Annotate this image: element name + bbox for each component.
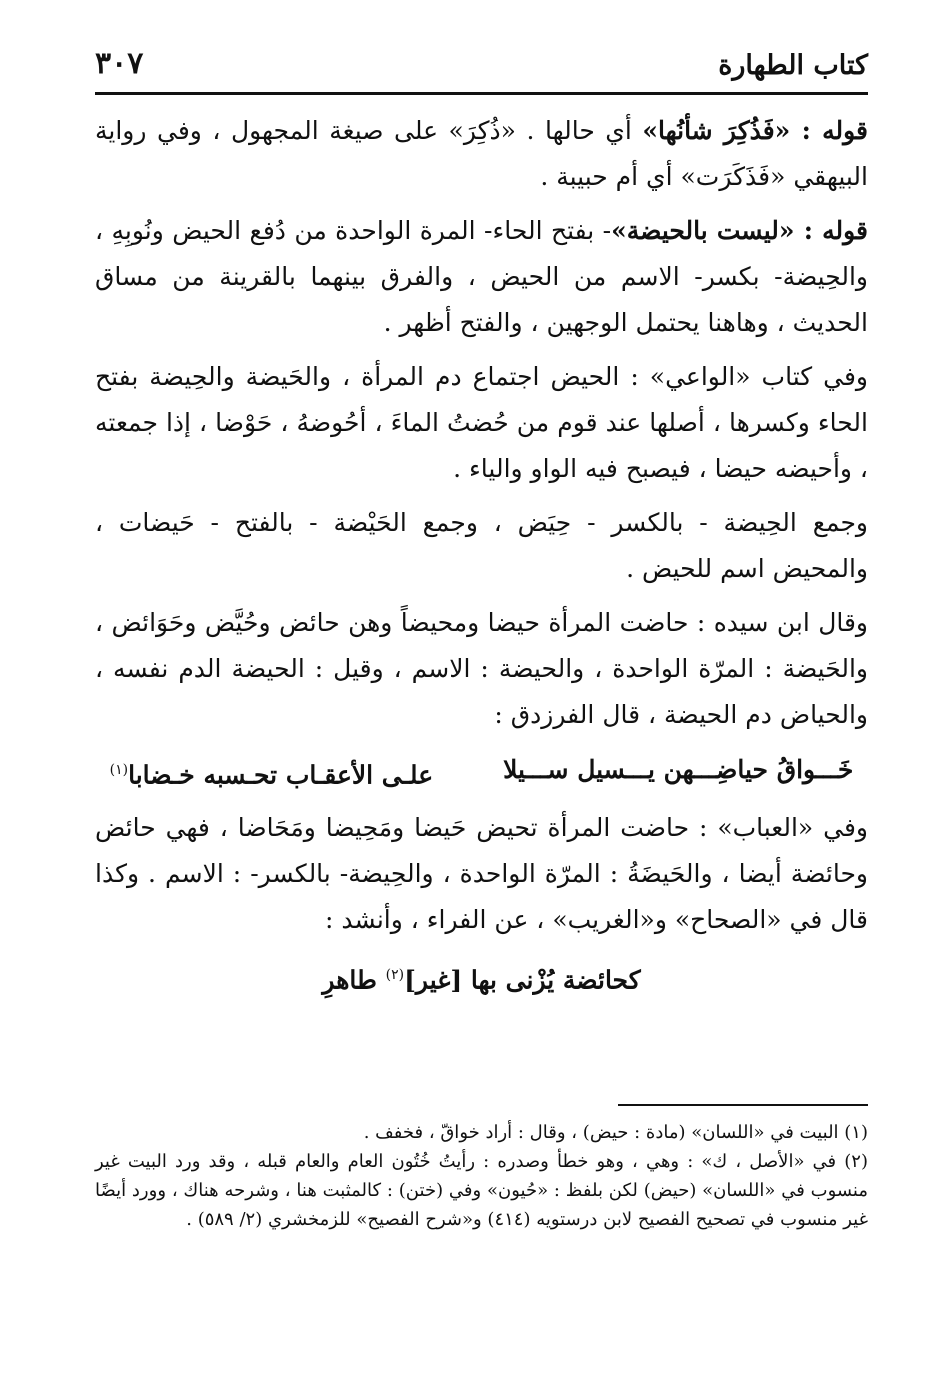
paragraph-1-text: أي حالها . «ذُكِرَ» على صيغة المجهول ، وفي رواية البيهقي «فَذَكَرَت» أي أم حبيبة . bbox=[95, 116, 868, 191]
lemma-2: قوله : «ليست بالحيضة» bbox=[611, 216, 868, 245]
verse-1-first-hemistich: خَـــواقُ حياضِـــهن يـــسيل ســـيلا bbox=[503, 755, 854, 784]
paragraph-1 bbox=[95, 108, 868, 200]
footnote-divider bbox=[618, 1104, 868, 1106]
paragraph-4: وجمع الحِيضة - بالكسر - حِيَض ، وجمع الحَيْضة - بالفتح - حَيضات ، والمحيض اسم للحيض . bbox=[95, 508, 868, 583]
verse-1 bbox=[95, 746, 868, 799]
paragraph-6: وفي «العباب» : حاضت المرأة تحيض حَيضا ومَحِيضا ومَحَاضا ، فهي حائض وحائضة أيضا ، والحَيضَةُ : المرّة الواحدة ، والحِيضة- بالكسر- : الاسم . وكذا قال في «الصحاح» و«الغريب» ، عن الفراء ، وأنشد : bbox=[95, 813, 868, 935]
footnotes bbox=[95, 1104, 868, 1234]
paragraph-2 bbox=[95, 208, 868, 346]
verse-2-text: كحائضة يُزْنى بها [غير]$^{(٢)}$ طاهرِ bbox=[322, 965, 641, 995]
footnote-ref-2[interactable]: (٢) bbox=[385, 967, 405, 984]
paragraph-5: وقال ابن سيده : حاضت المرأة حيضا ومحيضاً وهن حائض وحُيَّض وحَوَائض ، والحَيضة : المرّة الواحدة ، والحيضة : الاسم ، وقيل : الحيضة الدم نفسه ، والحياض دم الحيضة ، قال الفرزدق : bbox=[95, 608, 868, 729]
page-number: ٣٠٧ bbox=[95, 46, 144, 81]
footnote-1: (١) البيت في «اللسان» (مادة : حيض) ، وقال : أراد خواقّ ، فخفف . bbox=[363, 1122, 868, 1143]
footnote-ref-1[interactable]: (١) bbox=[109, 762, 129, 778]
footnote-2: (٢) في «الأصل ، ك» : وهي ، وهو خطأ وصدره : رأيتُ خُتُون العام والعام قبله ، وقد ورد البيت غير منسوب في «اللسان» (حيض) لكن بلفظ : «حُيون» وفي (ختن) : كالمثبت هنا ، وشرحه هناك ، وورد أيضًا غير منسوب في تصحيح الفصيح لابن درستويه (٤١٤) و«شرح الفصيح» للزمخشري (٢/ ٥٨٩) . bbox=[95, 1151, 868, 1230]
lemma-1: قوله : «فَذُكِرَ شأنُها» bbox=[642, 116, 868, 145]
running-header bbox=[95, 42, 868, 95]
book-title: كتاب الطهارة bbox=[718, 50, 868, 81]
paragraph-2-text: - بفتح الحاء- المرة الواحدة من دُفع الحيض ونُوبِهِ ، والحِيضة- بكسر- الاسم من الحيض ، والفرق بينهما بالقرينة من مساق الحديث ، وهاهنا يحتمل الوجهين ، والفتح أظهر . bbox=[95, 216, 868, 337]
verse-2 bbox=[95, 951, 868, 1004]
verse-1-second-hemistich: علـى الأعقـاب تحـسبه خـضابا$^{(١)}$ bbox=[109, 760, 434, 790]
main-text bbox=[95, 108, 868, 1011]
paragraph-3: وفي كتاب «الواعي» : الحيض اجتماع دم المرأة ، والحَيضة والحِيضة بفتح الحاء وكسرها ، أصلها عند قوم من حُضتُ الماءَ ، أحُوضهُ ، حَوْضا ، إذا جمعته ، وأحيضه حيضا ، فيصبح فيه الواو والياء . bbox=[95, 362, 868, 483]
